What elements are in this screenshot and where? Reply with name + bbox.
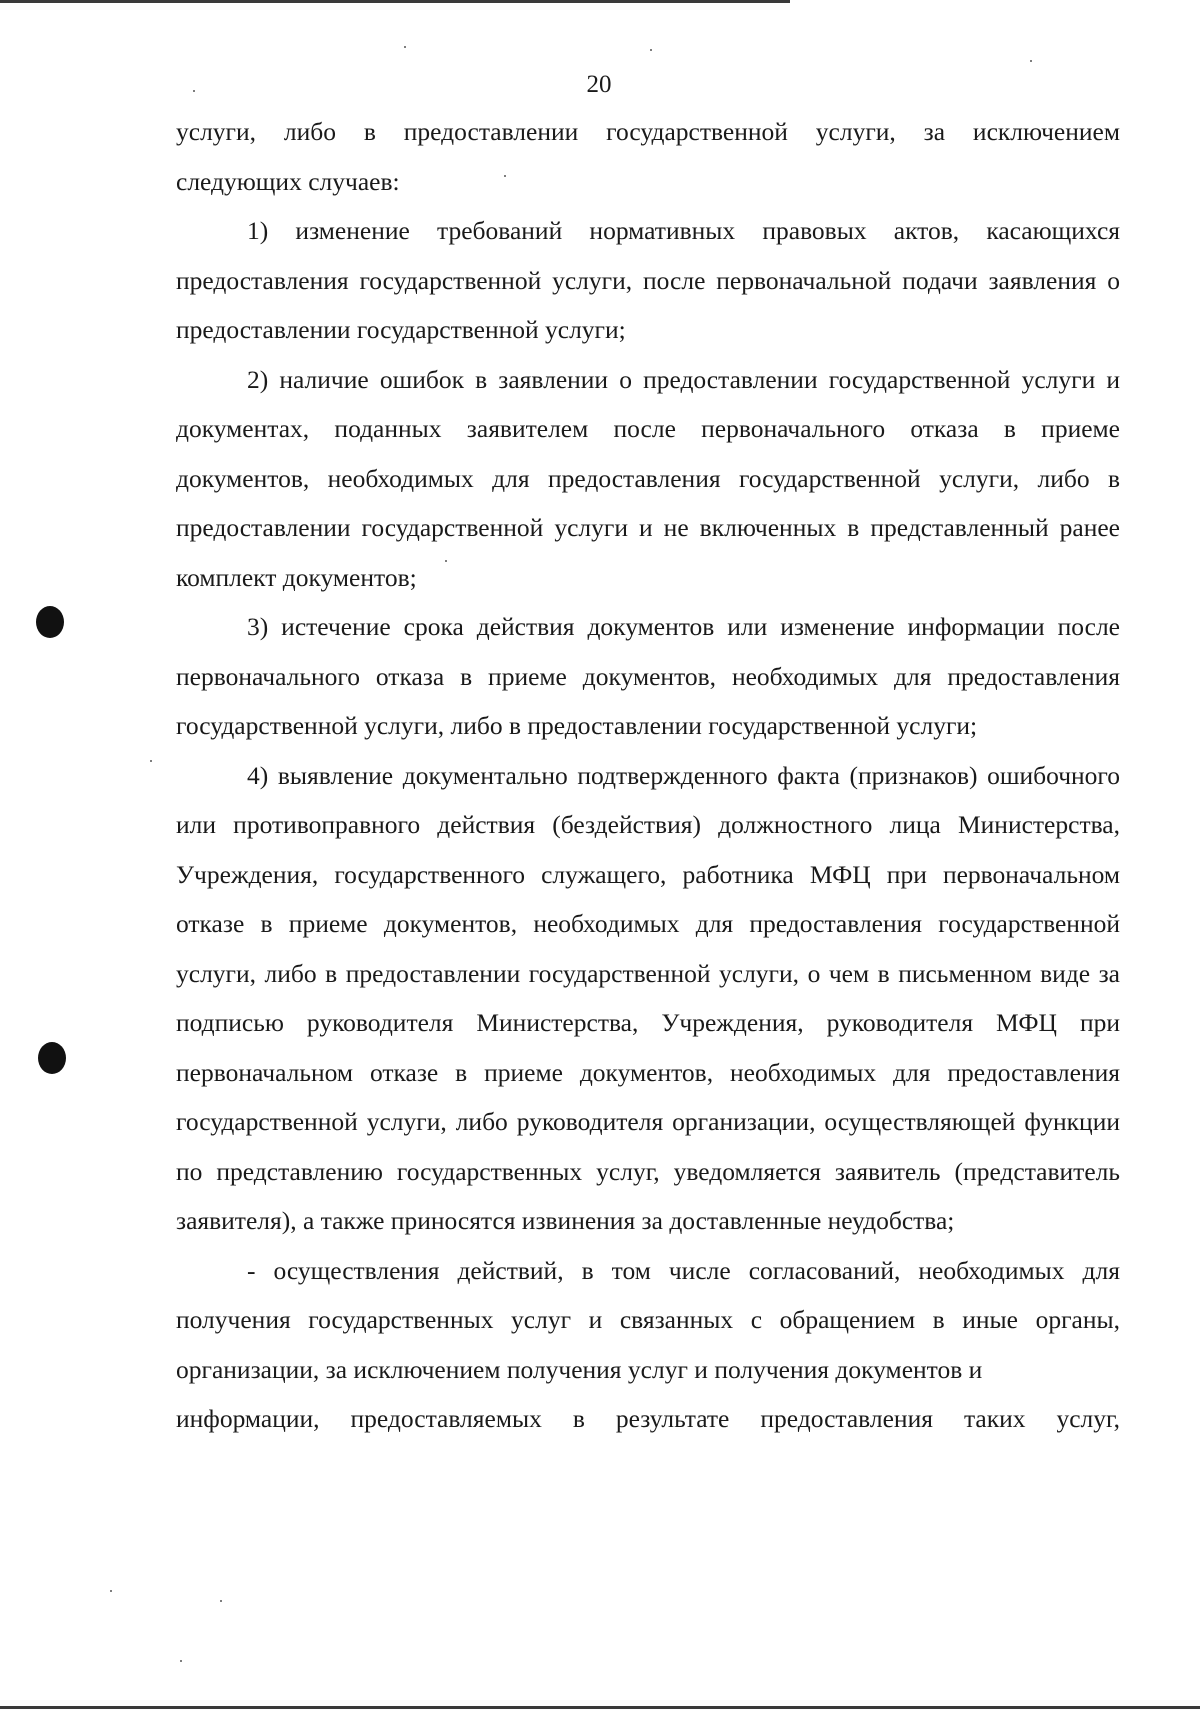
scan-speck	[180, 1660, 182, 1662]
dash-item-last-line: информации, предоставляемых в результате предоставления таких услуг,	[176, 1404, 1120, 1433]
paragraph-continuation: следующих случаев:	[176, 166, 400, 196]
list-item-3: 3) истечение срока действия документов или изменение информации после первоначального отказа в приеме документов, необходимых для предоставления государственной услуги, либо в предоставлении государственной услуги;	[176, 612, 1120, 740]
scan-speck	[110, 1590, 112, 1592]
binder-hole-mark	[38, 1042, 66, 1074]
paragraph-continuation-lead: услуги, либо в предоставлении государственной услуги, за исключением	[176, 117, 1120, 146]
scan-speck	[650, 49, 652, 51]
scan-bottom-edge-line	[0, 1706, 1200, 1709]
list-item-4: 4) выявление документально подтвержденного факта (признаков) ошибочного или противоправного действия (бездействия) должностного лица Министерства, Учреждения, государственного служащего, работника МФЦ при первоначальном отказе в приеме документов, необходимых для предоставления государственной услуги, либо в предоставлении государственной услуги, о чем в письменном виде за подписью руководителя Министерства, Учреждения, руководителя МФЦ при первоначальном отказе в приеме документов, необходимых для предоставления государственной услуги, либо руководителя организации, осуществляющей функции по представлению государственных услуг, уведомляется заявитель (представитель заявителя), а также приносятся извинения за доставленные неудобства;	[176, 760, 1120, 1235]
page-number	[0, 70, 1200, 100]
scan-top-edge-line	[0, 0, 790, 3]
scan-speck	[150, 760, 152, 762]
document-body	[176, 107, 1120, 1444]
binder-hole-mark	[36, 606, 64, 638]
scan-speck	[1030, 60, 1032, 62]
list-item-1: 1) изменение требований нормативных правовых актов, касающихся предоставления государственной услуги, после первоначальной подачи заявления о предоставлении государственной услуги;	[176, 216, 1120, 344]
list-item-2: 2) наличие ошибок в заявлении о предоставлении государственной услуги и документах, поданных заявителем после первоначального отказа в приеме документов, необходимых для предоставления государственной услуги, либо в предоставлении государственной услуги и не включенных в представленный ранее комплект документов;	[176, 364, 1120, 592]
page-number-text: 20	[586, 71, 612, 98]
dash-item: - осуществления действий, в том числе согласований, необходимых для получения государственных услуг и связанных с обращением в иные органы, организации, за исключением получения услуг и получения документов и	[176, 1255, 1120, 1384]
scan-speck	[404, 46, 406, 48]
scan-speck	[220, 1600, 222, 1602]
